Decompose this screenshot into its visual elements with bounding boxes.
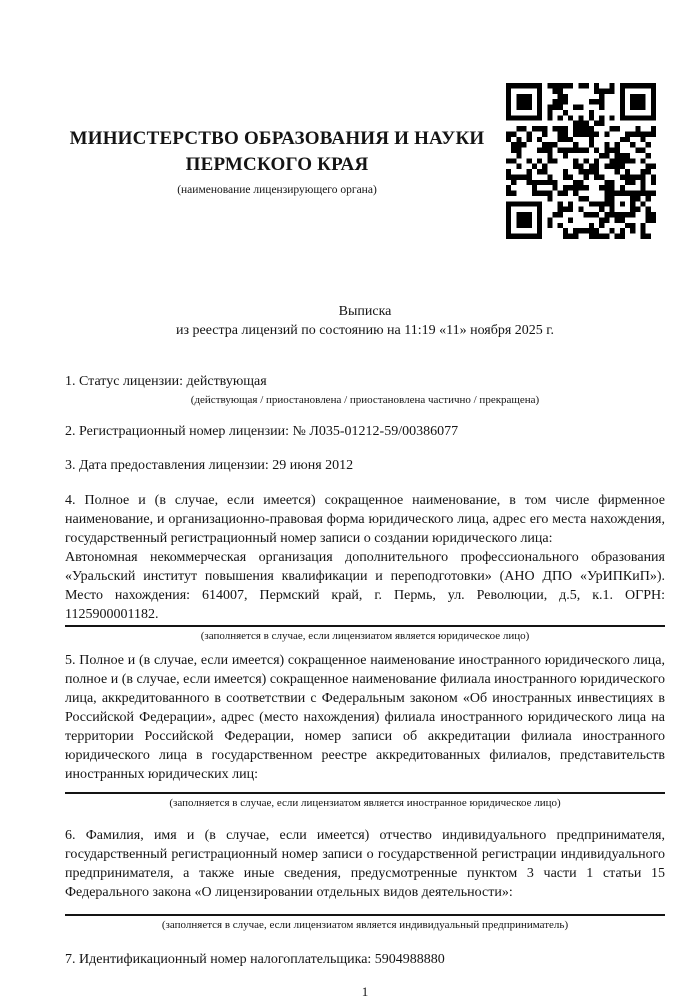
licensing-authority-block bbox=[52, 126, 502, 197]
qr-code-icon bbox=[506, 83, 656, 239]
item-6-underline bbox=[65, 914, 665, 916]
item-6-caption: (заполняется в случае, если лицензиатом является индивидуальный предприниматель) bbox=[161, 919, 569, 931]
document-title-line1: Выписка bbox=[338, 304, 392, 319]
ministry-name-line2: ПЕРМСКОГО КРАЯ bbox=[185, 154, 369, 175]
item-5-question: 5. Полное и (в случае, если имеется) сокращенное наименование иностранного юридического лица, полное и (в случае, если имеется) сокращенное наименование филиала иностранного юридического лица, аккредитованного в соответствии с Федеральным законом «Об иностранных инвестициях в Российской Федерации», адрес (место нахождения) филиала иностранного юридического лица на территории Российской Федерации, номер записи об аккредитации филиала иностранного юридического лица в государственном реестре аккредитованных филиалов, представительств иностранных юридических лиц: bbox=[65, 653, 665, 782]
item-1-license-status: 1. Статус лицензии: действующая bbox=[65, 374, 267, 389]
item-4-question: 4. Полное и (в случае, если имеется) сокращенное наименование, в том числе фирменное наименование, и организационно-правовая форма юридического лица, адрес его места нахождения, государственный регистрационный номер записи о создании юридического лица: bbox=[65, 493, 665, 546]
item-3-grant-date: 3. Дата предоставления лицензии: 29 июня 2012 bbox=[65, 458, 354, 473]
item-6-question: 6. Фамилия, имя и (в случае, если имеется) отчество индивидуального предпринимателя, государственный регистрационный номер записи о государственной регистрации индивидуального предпринимателя, а также иные сведения, предусмотренные пунктом 3 части 1 статьи 15 Федерального закона «О лицензировании отдельных видов деятельности»: bbox=[65, 828, 665, 900]
item-2-registration-number: 2. Регистрационный номер лицензии: № Л035-01212-59/00386077 bbox=[65, 424, 459, 439]
item-4-caption: (заполняется в случае, если лицензиатом является юридическое лицо) bbox=[200, 630, 530, 642]
item-7-taxpayer-id: 7. Идентификационный номер налогоплательщика: 5904988880 bbox=[65, 952, 445, 967]
item-5-underline bbox=[65, 792, 665, 794]
page-number: 1 bbox=[361, 984, 369, 999]
item-5-caption: (заполняется в случае, если лицензиатом является иностранное юридическое лицо) bbox=[169, 797, 561, 809]
item-1-caption: (действующая / приостановлена / приостановлена частично / прекращена) bbox=[190, 394, 540, 406]
document-title bbox=[65, 302, 665, 340]
document-title-line2: из реестра лицензий по состоянию на 11:19 «11» ноября 2025 г. bbox=[176, 323, 554, 338]
item-4-underline bbox=[65, 625, 665, 627]
document-header bbox=[0, 0, 700, 245]
ministry-caption: (наименование лицензирующего органа) bbox=[177, 184, 377, 196]
document-body bbox=[65, 302, 665, 1000]
item-4-answer: Автономная некоммерческая организация дополнительного профессионального образования «Уральский институт повышения квалификации и переподготовки» (АНО ДПО «УрИПКиП»). Место нахождения: 614007, Пермский край, г. Пермь, ул. Революции, д.5, к.1. ОГРН: 1125900001182. bbox=[65, 550, 665, 622]
ministry-name-line1: МИНИСТЕРСТВО ОБРАЗОВАНИЯ И НАУКИ bbox=[69, 128, 485, 149]
